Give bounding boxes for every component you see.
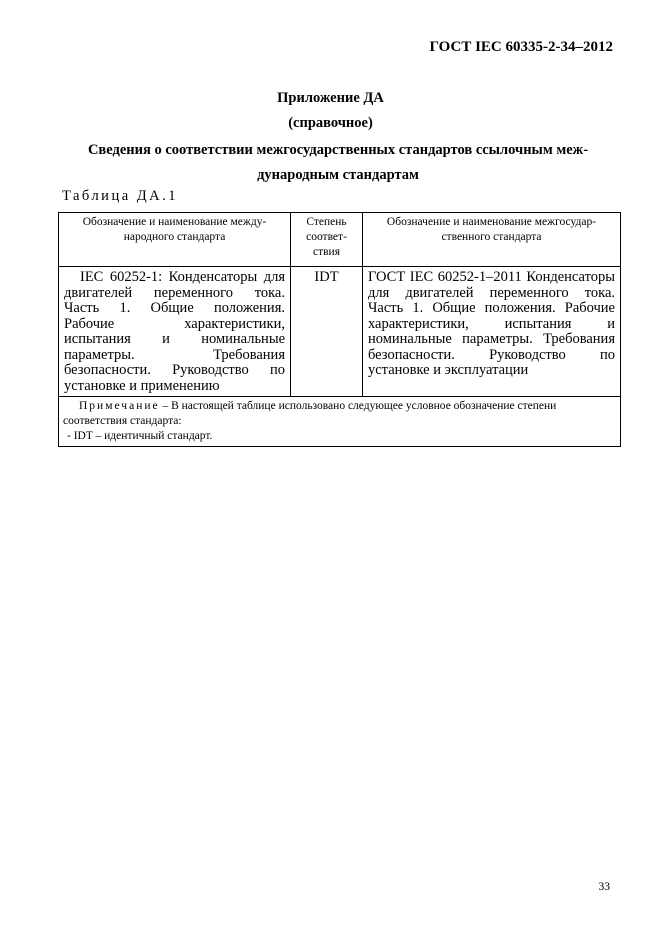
cell-international-standard: IEC 60252-1: Конденсаторы для двигателей переменного тока. Часть 1. Общие положения. Рабочие характеристики, испытания и номинальные параметры. Требования безопасности. Руководство по установке и применению	[59, 267, 291, 397]
note-item: - IDT – идентичный стандарт.	[67, 430, 213, 442]
cell-degree: IDT	[291, 267, 363, 397]
cell-interstate-standard: ГОСТ IEC 60252-1–2011 Конденсаторы для двигателей переменного тока. Часть 1. Общие положения. Рабочие характеристики, испытания и номинальные параметры. Требования безопасности. Руководство по установке и эксплуатации	[363, 267, 621, 397]
correspondence-table	[58, 212, 621, 447]
table-row	[59, 267, 621, 397]
table-header-row	[59, 213, 621, 267]
correspondence-table-container	[58, 212, 620, 447]
table-note-row	[59, 397, 621, 447]
column-header-degree: Степень соответ-ствия	[291, 213, 363, 267]
appendix-subtitle: (справочное)	[288, 115, 373, 131]
page-header-standard-code: ГОСТ IEC 60335-2-34–2012	[429, 39, 613, 55]
appendix-title: Приложение ДА	[277, 90, 384, 106]
table-note	[59, 397, 621, 447]
column-header-interstate: Обозначение и наименование межгосудар-ственного стандарта	[363, 213, 621, 267]
note-text: – В настоящей таблице использовано следующее условное обозначение степени соответствия стандарта:	[63, 400, 557, 427]
note-label: Примечание	[79, 400, 160, 412]
appendix-heading: Сведения о соответствии межгосударственных стандартов ссылочным меж-дународным стандартам	[87, 142, 589, 183]
column-header-international: Обозначение и наименование между-народного стандарта	[59, 213, 291, 267]
table-caption: Таблица ДА.1	[62, 188, 179, 204]
page-number: 33	[598, 881, 610, 893]
